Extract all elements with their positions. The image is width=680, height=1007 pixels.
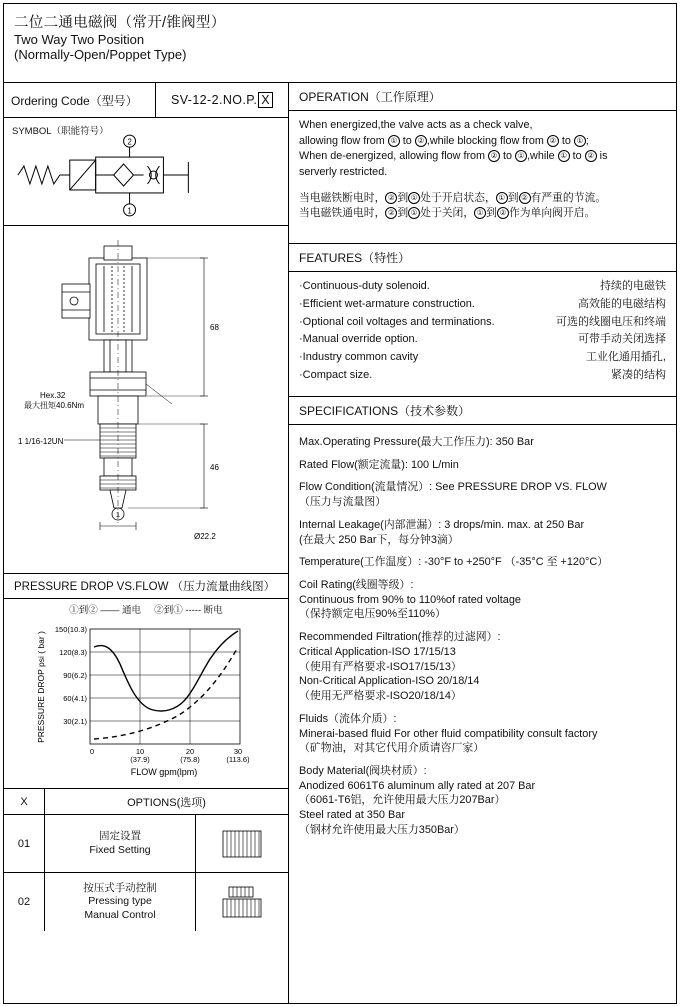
curve-deenergized [94, 647, 238, 739]
port-2-circle: ② [488, 150, 500, 162]
ordering-code-value [156, 92, 288, 108]
ordering-code-main: SV-12-2.NO.P. [170, 93, 258, 107]
svg-text:(37.9): (37.9) [130, 755, 150, 764]
curve-energized [94, 631, 238, 711]
page-title-en-line2: (Normally-Open/Poppet Type) [14, 46, 187, 62]
dim-46: 46 [210, 463, 219, 472]
option-desc-02 [45, 873, 196, 931]
options-header-label: OPTIONS(选项) [127, 796, 206, 809]
svg-text:1: 1 [127, 206, 132, 216]
port-1-circle: ① [408, 207, 420, 219]
valve-drawing-svg [4, 226, 289, 572]
options-header-x: X [4, 789, 45, 814]
option-image-02 [196, 873, 288, 931]
ordering-code-label: Ordering Code（型号） [4, 83, 156, 117]
spec-fluids: Fluids（流体介质）: Minerai-based fluid For other fluid compatibility consult factory （矿物油，对其它代用介质请咨厂家） [299, 712, 598, 755]
option-desc-02-cn: 按压式手动控制 [83, 882, 157, 895]
specifications-heading: SPECIFICATIONS（技术参数） [289, 397, 676, 425]
spec-internal-leakage: Internal Leakage(内部泄漏）: 3 drops/min. max. at 250 Bar (在最大 250 Bar下，每分钟3滴） [299, 518, 585, 546]
spec-max-operating-pressure: Max.Operating Pressure(最大工作压力): 350 Bar [299, 436, 534, 448]
features-body [289, 272, 676, 397]
feature-en: ·Continuous-duty solenoid. [299, 280, 430, 292]
feature-cn: 高效能的电磁结构 [578, 297, 666, 310]
feature-cn: 紧凑的结构 [611, 369, 666, 382]
features-heading: FEATURES（特性） [289, 244, 676, 272]
feature-item [299, 314, 666, 332]
svg-text:(75.8): (75.8) [180, 755, 200, 764]
port-1-circle: ① [515, 150, 527, 162]
feature-item [299, 331, 666, 349]
specifications-body [289, 425, 676, 850]
svg-text:120(8.3): 120(8.3) [59, 648, 87, 657]
port-1-circle: ① [496, 192, 508, 204]
feature-cn: 工业化通用插孔, [585, 351, 666, 364]
ordering-code-variable: X [258, 92, 273, 108]
option-image-01 [196, 815, 288, 872]
pressure-drop-title: PRESSURE DROP VS.FLOW （压力流量曲线图） [4, 574, 288, 599]
feature-cn: 持续的电磁铁 [600, 280, 666, 292]
title-block [4, 4, 676, 83]
svg-text:0: 0 [89, 747, 95, 756]
legend-energized: ①到② —— 通电 [69, 605, 141, 616]
feature-en: ·Compact size. [299, 369, 373, 382]
option-desc-01-en: Fixed Setting [89, 843, 151, 856]
option-code-02: 02 [4, 873, 45, 931]
spec-recommended-filtration: Recommended Filtration(推荐的过滤网）: Critical Application-ISO 17/15/13 （使用有严格要求-ISO17/15/13） Non-Critical Application-ISO 20/18/14 （使用无严格要求-ISO20/18/14） [299, 631, 501, 703]
legend-deenergized: ②到① ----- 断电 [154, 605, 223, 616]
port-2-circle: ② [547, 135, 559, 147]
manual-control-icon [215, 885, 269, 919]
option-desc-02-en2: Manual Control [84, 908, 156, 921]
option-desc-01 [45, 815, 196, 872]
port-1-circle: ① [408, 192, 420, 204]
hex-note-line1: Hex.32 [40, 391, 66, 400]
diameter-note: Ø22.2 [194, 532, 216, 541]
pressure-drop-plot [4, 617, 289, 787]
table-row [4, 873, 288, 931]
operation-cn-line2: 当电磁铁通电时， ② 到 ① 处于关闭， ① 到 ② 作为单向阀开启。 [299, 206, 596, 219]
feature-item [299, 349, 666, 367]
option-desc-01-cn: 固定设置 [99, 830, 141, 843]
pressure-drop-chart [4, 599, 288, 789]
feature-en: ·Efficient wet-armature construction. [299, 297, 475, 310]
operation-cn-line1: 当电磁铁断电时， ② 到 ① 处于开启状态， ① 到 ② 有严重的节流。 [299, 191, 607, 204]
svg-text:60(4.1): 60(4.1) [63, 694, 87, 703]
page-title-en-line1: Two Way Two Position [14, 32, 145, 47]
svg-text:20: 20 [185, 747, 195, 756]
table-row [4, 815, 288, 873]
svg-text:1: 1 [115, 510, 121, 519]
svg-text:30(2.1): 30(2.1) [63, 717, 87, 726]
port-2-circle: ② [497, 207, 509, 219]
symbol-label: SYMBOL（职能符号） [12, 126, 109, 137]
feature-item [299, 278, 666, 296]
right-column [289, 83, 676, 1003]
feature-cn: 可选的线圈电压和终端 [556, 315, 666, 328]
svg-text:150(10.3): 150(10.3) [54, 625, 87, 634]
port-1-circle: ① [574, 135, 586, 147]
spec-temperature: Temperature(工作温度）: -30°F to +250°F （-35°C 至 +120°C） [299, 556, 609, 569]
options-table-header [4, 789, 288, 815]
page-title-cn: 二位二通电磁阀（常开/锥阀型） [14, 15, 226, 31]
feature-en: ·Manual override option. [299, 333, 418, 346]
spec-flow-condition: Flow Condition(流量情况）: See PRESSURE DROP VS. FLOW （压力与流量图） [299, 481, 607, 509]
feature-en: ·Industry common cavity [299, 351, 419, 364]
spec-coil-rating: Coil Rating(线圈等级）: Continuous from 90% to 110%of rated voltage （保持额定电压90%至110%） [299, 579, 521, 621]
option-desc-02-en1: Pressing type [88, 895, 152, 908]
operation-en-line3: When de-energized, allowing flow from ② to ① ,while ① to ② is [299, 150, 608, 163]
fixed-setting-icon [215, 828, 269, 860]
datasheet-page [3, 3, 677, 1004]
port-2-circle: ② [519, 192, 531, 204]
feature-cn: 可带手动关闭选择 [578, 333, 666, 346]
feature-en: ·Optional coil voltages and terminations. [299, 315, 495, 328]
svg-text:(113.6): (113.6) [226, 755, 250, 764]
svg-text:2: 2 [127, 137, 132, 147]
operation-body [289, 111, 676, 244]
valve-cross-section-drawing [4, 226, 288, 574]
port-2-circle: ② [385, 207, 397, 219]
port-2-circle: ② [415, 135, 427, 147]
dim-68: 68 [210, 323, 219, 332]
spec-body-material: Body Material(阀块材质）: Anodized 6061T6 aluminum ally rated at 207 Bar （6061-T6铝，允许使用最大压力207Bar） Steel rated at 350 Bar （钢材允许使用最大压力350Bar） [299, 764, 536, 836]
hydraulic-symbol-diagram [4, 132, 288, 224]
svg-text:30: 30 [233, 747, 243, 756]
svg-text:FLOW gpm(lpm): FLOW gpm(lpm) [130, 767, 198, 777]
operation-en-line1: When energized,the valve acts as a check valve, [299, 119, 533, 131]
operation-en-line2: allowing flow from ① to ② ,while blocking flow from ② to ① ; [299, 134, 589, 147]
operation-en-line4: serverly restricted. [299, 165, 388, 178]
left-column [4, 83, 289, 1003]
port-1-circle: ① [558, 150, 570, 162]
svg-text:90(6.2): 90(6.2) [63, 671, 87, 680]
spec-rated-flow: Rated Flow(额定流量): 100 L/min [299, 458, 459, 471]
svg-text:10: 10 [135, 747, 145, 756]
port-1-circle: ① [388, 135, 400, 147]
option-code-01: 01 [4, 815, 45, 872]
port-2-circle: ② [585, 150, 597, 162]
symbol-section [4, 118, 288, 226]
port-1-circle: ① [474, 207, 486, 219]
operation-heading: OPERATION（工作原理） [289, 83, 676, 111]
svg-text:PRESSURE DROP psi ( bar ): PRESSURE DROP psi ( bar ) [36, 631, 46, 743]
feature-item [299, 296, 666, 314]
chart-legend [4, 602, 288, 616]
ordering-code-row [4, 83, 288, 118]
thread-note: 1 1/16-12UN [18, 437, 64, 446]
port-2-circle: ② [385, 192, 397, 204]
hex-note-line2: 最大扭矩40.6Nm [24, 401, 85, 410]
feature-item [299, 367, 666, 385]
